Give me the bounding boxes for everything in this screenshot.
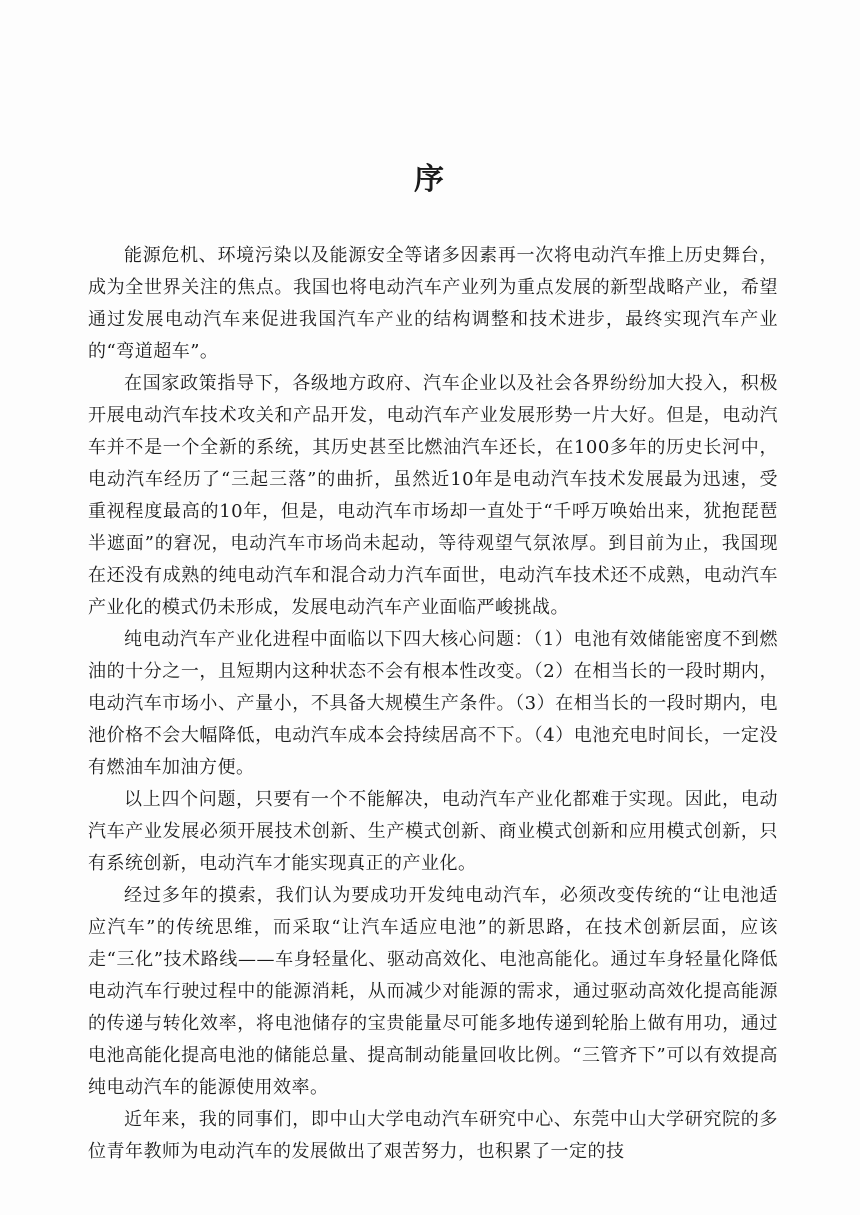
page-title: 序 [414, 162, 446, 197]
paragraph-5: 经过多年的摸索，我们认为要成功开发纯电动汽车，必须改变传统的“让电池适应汽车”的传统思维，而采取“让汽车适应电池”的新思路，在技术创新层面，应该走“三化”技术路线——车身轻量化、驱动高效化、电池高能化。通过车身轻量化降低电动汽车行驶过程中的能源消耗，从而减少对能源的需求，通过驱动高效化提高能源的传递与转化效率，将电池储存的宝贵能量尽可能多地传递到轮胎上做有用功，通过电池高能化提高电池的储能总量、提高制动能量回收比例。“三管齐下”可以有效提高纯电动汽车的能源使用效率。 [88, 885, 778, 1098]
paragraph-4: 以上四个问题，只要有一个不能解决，电动汽车产业化都难于实现。因此，电动汽车产业发展必须开展技术创新、生产模式创新、商业模式创新和应用模式创新，只有系统创新，电动汽车才能实现真正的产业化。 [88, 789, 778, 874]
paragraph-3: 纯电动汽车产业化进程中面临以下四大核心问题：（1）电池有效储能密度不到燃油的十分之一，且短期内这种状态不会有根本性改变。（2）在相当长的一段时期内，电动汽车市场小、产量小，不具备大规模生产条件。（3）在相当长的一段时期内，电池价格不会大幅降低，电动汽车成本会持续居高不下。（4）电池充电时间长，一定没有燃油车加油方便。 [88, 629, 778, 778]
body-text [88, 240, 778, 1168]
paragraph-1: 能源危机、环境污染以及能源安全等诸多因素再一次将电动汽车推上历史舞台，成为全世界关注的焦点。我国也将电动汽车产业列为重点发展的新型战略产业，希望通过发展电动汽车来促进我国汽车产业的结构调整和技术进步，最终实现汽车产业的“弯道超车”。 [88, 245, 778, 362]
paragraph-2: 在国家政策指导下，各级地方政府、汽车企业以及社会各界纷纷加大投入，积极开展电动汽车技术攻关和产品开发，电动汽车产业发展形势一片大好。但是，电动汽车并不是一个全新的系统，其历史甚至比燃油汽车还长，在100多年的历史长河中，电动汽车经历了“三起三落”的曲折，虽然近10年是电动汽车技术发展最为迅速，受重视程度最高的10年，但是，电动汽车市场却一直处于“千呼万唤始出来，犹抱琵琶半遮面”的窘况，电动汽车市场尚未起动，等待观望气氛浓厚。到目前为止，我国现在还没有成熟的纯电动汽车和混合动力汽车面世，电动汽车技术还不成熟，电动汽车产业化的模式仍未形成，发展电动汽车产业面临严峻挑战。 [88, 373, 778, 618]
paragraph-6: 近年来，我的同事们，即中山大学电动汽车研究中心、东莞中山大学研究院的多位青年教师为电动汽车的发展做出了艰苦努力，也积累了一定的技 [88, 1109, 778, 1162]
